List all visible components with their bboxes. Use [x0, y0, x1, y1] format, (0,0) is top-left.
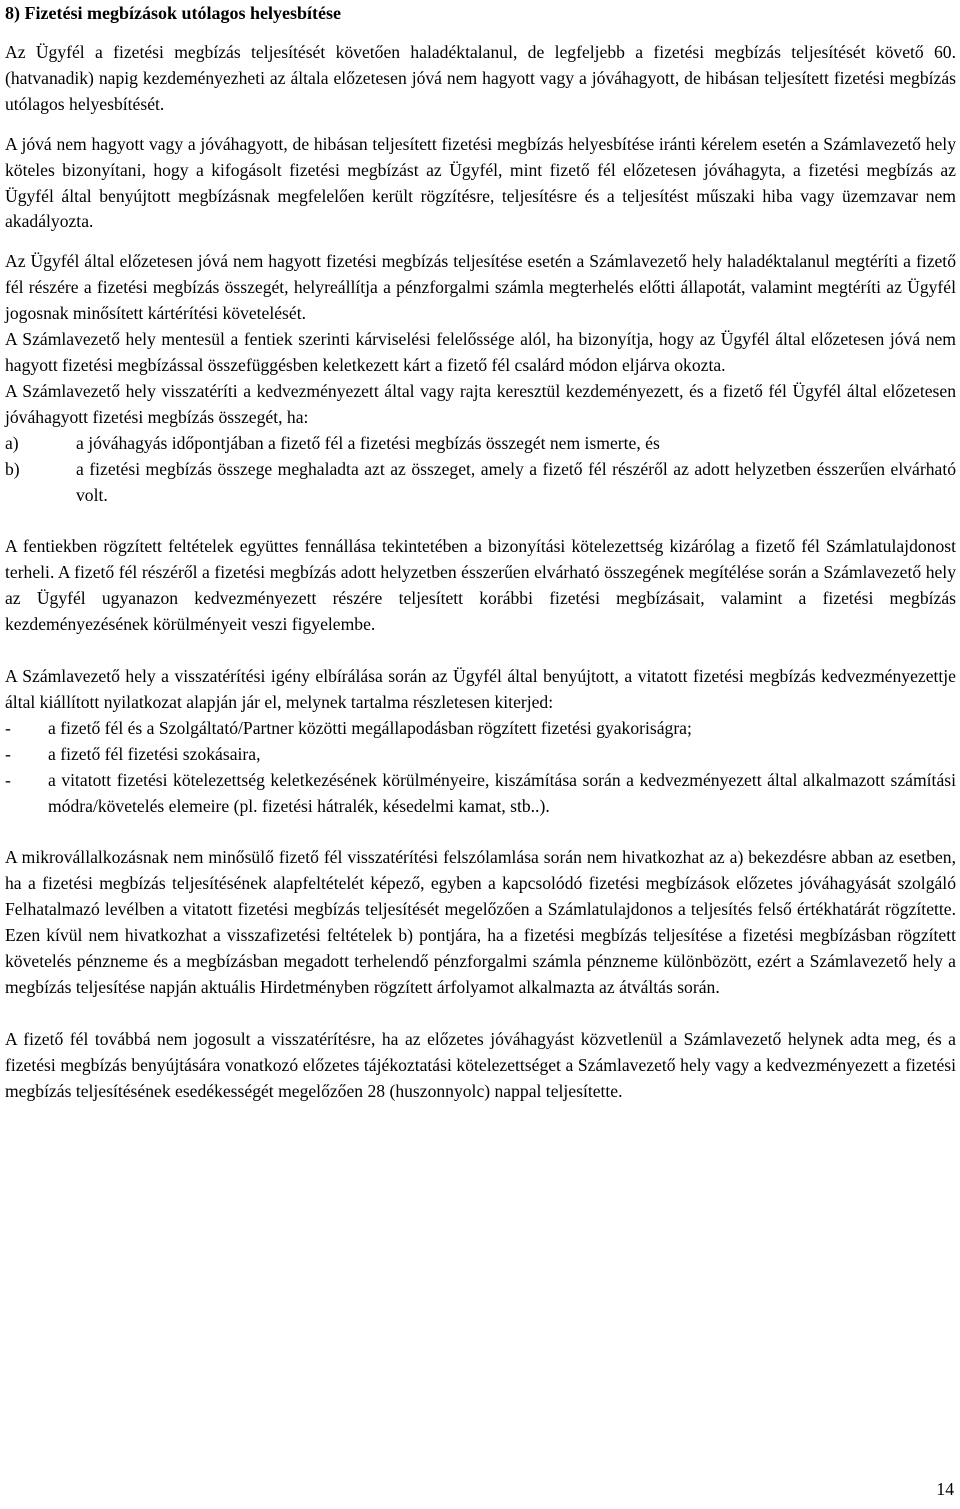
list-marker: a) [5, 432, 19, 453]
list-item-text: a jóváhagyás időpontjában a fizető fél a fizetési megbízás összegét nem ismerte, és [76, 432, 660, 453]
criteria-item-frequency [5, 716, 956, 742]
paragraph-burden-of-proof: A jóvá nem hagyott vagy a jóváhagyott, de hibásan teljesített fizetési megbízás helyesbítése iránti kérelem esetén a Számlavezető hely köteles bizonyítani, hogy a kifogásolt fizetési megbízást az Ügyfél, mint fizető fél előzetesen jóváhagyta, a fizetési megbízás az Ügyfél által benyújtott megbízásnak megfelelően került rögzítésre, teljesítésre és a teljesítést műszaki hiba vagy üzemzavar nem akadályozta. [5, 133, 956, 232]
criteria-item-habits [5, 742, 956, 768]
paragraph-no-refund: A fizető fél továbbá nem jogosult a visszatérítésre, ha az előzetes jóváhagyást közvetlenül a Számlavezető helynek adta meg, és a fizetési megbízás benyújtására vonatkozó előzetes tájékoztatási kötelezettséget a Számlavezető hely vagy a kedvezményezett a fizetési megbízás teljesítésének esedékességét megelőzően 28 (huszonnyolc) nappal teljesítette. [5, 1028, 956, 1101]
condition-item-b [5, 457, 956, 509]
paragraph-refund-unauthorised: Az Ügyfél által előzetesen jóvá nem hagyott fizetési megbízás teljesítése esetén a Számlavezető hely haladéktalanul megtéríti a fizető fél részére a fizetési megbízás összegét, helyreállítja a pénzforgalmi számla megterhelés előtti állapotát, valamint megtéríti az Ügyfél jogosnak minősített kártérítési követelését. [5, 251, 956, 324]
paragraph-microenterprise: A mikrovállalkozásnak nem minősülő fizető fél visszatérítési felszólamlása során nem hivatkozhat az a) bekezdésre abban az esetben, ha a fizetési megbízás teljesítésének alapfeltételét képező, egyben a kapcsolódó fizetési megbízások előzetes jóváhagyását szolgáló Felhatalmazó levélben a vitatott fizetési megbízás teljesítését megelőzően a Számlatulajdonos a teljesítés felső értékhatárát rögzítette. Ezen kívül nem hivatkozhat a visszafizetési feltételek b) pontjára, ha a fizetési megbízás teljesítése a fizetési megbízásban rögzített követelés pénzneme és a megbízásban megadott terhelendő pénzforgalmi számla pénzneme különbözött, ezért a Számlavezető hely a megbízás teljesítése napján aktuális Hirdetményben rögzített árfolyamot alkalmazta az átváltás során. [5, 847, 956, 997]
criteria-item-circumstances [5, 768, 956, 820]
list-marker: - [5, 717, 11, 738]
paragraph-claim-assessment: A Számlavezető hely a visszatérítési igény elbírálása során az Ügyfél által benyújtott, a vitatott fizetési megbízás kedvezményezettje által kiállított nyilatkozat alapján jár el, melynek tartalma részletesen kiterjed: [5, 666, 956, 712]
paragraph-deadline: Az Ügyfél a fizetési megbízás teljesítését követően haladéktalanul, de legfeljebb a fizetési megbízás teljesítését követő 60. (hatvanadik) napig kezdeményezheti az általa előzetesen jóvá nem hagyott vagy a jóváhagyott, de hibásan teljesített fizetési megbízás utólagos helyesbítését. [5, 42, 956, 114]
section-heading: 8) Fizetési megbízások utólagos helyesbítése [5, 3, 341, 23]
paragraph-proof-obligation: A fentiekben rögzített feltételek együttes fennállása tekintetében a bizonyítási kötelezettség kizárólag a fizető fél Számlatulajdonost terheli. A fizető fél részéről a fizetési megbízás adott helyzetben ésszerűen elvárható összegének megítélése során a Számlavezető hely az Ügyfél ugyanazon kedvezményezett részére teljesített korábbi fizetési megbízásait, valamint a fizetési megbízás kezdeményezésének körülményeit veszi figyelembe. [5, 536, 956, 635]
list-item-text: a vitatott fizetési kötelezettség keletkezésének körülményeire, kiszámítása során a kedvezményezett által alkalmazott számítási módra/követelés elemeire (pl. fizetési hátralék, késedelmi kamat, stb..). [48, 769, 956, 816]
page-number: 14 [936, 1479, 954, 1499]
list-item-text: a fizető fél és a Szolgáltató/Partner közötti megállapodásban rögzített fizetési gyakoriságra; [48, 717, 692, 738]
list-marker: - [5, 743, 11, 764]
document-body [5, 0, 956, 1105]
list-marker: - [5, 769, 11, 790]
list-item-text: a fizetési megbízás összege meghaladta azt az összeget, amely a fizető fél részéről az adott helyzetben ésszerűen elvárható volt. [76, 458, 956, 505]
paragraph-refund-conditions: A Számlavezető hely visszatéríti a kedvezményezett által vagy rajta keresztül kezdeményezett, és a fizető fél Ügyfél által előzetesen jóváhagyott fizetési megbízás összegét, ha: [5, 380, 956, 427]
paragraph-exemption: A Számlavezető hely mentesül a fentiek szerinti kárviselési felelőssége alól, ha bizonyítja, hogy az Ügyfél által előzetesen jóvá nem hagyott fizetési megbízással összefüggésben keletkezett kárt a fizető fél csalárd módon eljárva okozta. [5, 329, 956, 375]
list-item-text: a fizető fél fizetési szokásaira, [48, 743, 261, 764]
condition-item-a [5, 431, 956, 457]
list-marker: b) [5, 458, 20, 479]
